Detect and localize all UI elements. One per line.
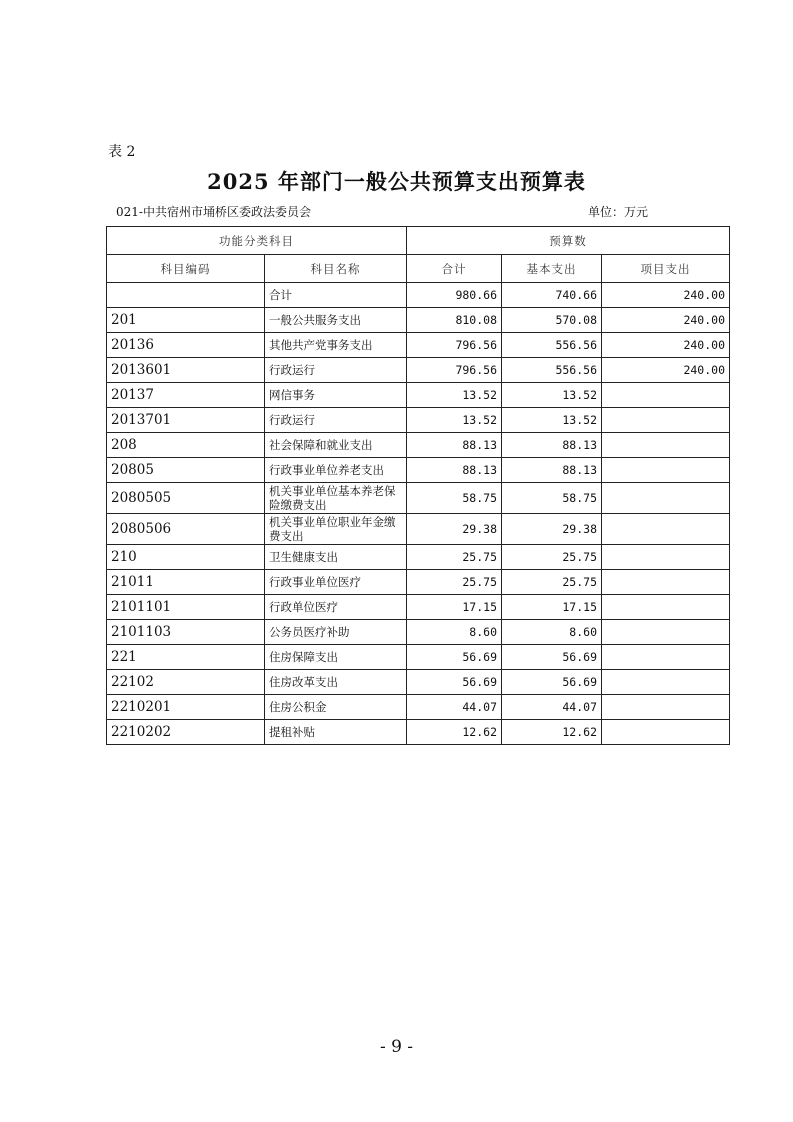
- basic-amount: 29.38: [502, 514, 602, 545]
- project-amount: [602, 720, 730, 745]
- table-row: [107, 283, 730, 308]
- subject-code: 2101103: [107, 620, 265, 645]
- table-row: [107, 645, 730, 670]
- basic-amount: 13.52: [502, 408, 602, 433]
- table-label: 表 2: [108, 144, 136, 160]
- total-amount: 17.15: [407, 595, 502, 620]
- subject-name: 行政单位医疗: [265, 595, 407, 620]
- project-amount: [602, 570, 730, 595]
- page-title: 2025 年部门一般公共预算支出预算表: [207, 169, 586, 194]
- table-row: [107, 308, 730, 333]
- basic-amount: 740.66: [502, 283, 602, 308]
- total-amount: 12.62: [407, 720, 502, 745]
- header-budget-amount: 预算数: [407, 227, 730, 255]
- basic-amount: 12.62: [502, 720, 602, 745]
- table-row: [107, 595, 730, 620]
- subject-name: 住房公积金: [265, 695, 407, 720]
- total-amount: 29.38: [407, 514, 502, 545]
- subject-code: 20805: [107, 458, 265, 483]
- total-amount: 56.69: [407, 645, 502, 670]
- project-amount: [602, 620, 730, 645]
- total-amount: 810.08: [407, 308, 502, 333]
- table-row: [107, 545, 730, 570]
- table-row: [107, 333, 730, 358]
- page-number: - 9 -: [379, 1037, 414, 1057]
- header-code: 科目编码: [107, 255, 265, 283]
- total-amount: 980.66: [407, 283, 502, 308]
- table-row: [107, 720, 730, 745]
- project-amount: [602, 545, 730, 570]
- basic-amount: 88.13: [502, 433, 602, 458]
- subject-name: 行政事业单位医疗: [265, 570, 407, 595]
- subject-name: 卫生健康支出: [265, 545, 407, 570]
- basic-amount: 58.75: [502, 483, 602, 514]
- table-row: [107, 458, 730, 483]
- table-row: [107, 383, 730, 408]
- project-amount: 240.00: [602, 308, 730, 333]
- subject-name: 一般公共服务支出: [265, 308, 407, 333]
- subject-code: 2080506: [107, 514, 265, 545]
- total-amount: 13.52: [407, 383, 502, 408]
- organization-name: 021-中共宿州市埇桥区委政法委员会: [116, 205, 311, 219]
- total-amount: 88.13: [407, 458, 502, 483]
- total-amount: 88.13: [407, 433, 502, 458]
- table-row: [107, 670, 730, 695]
- subject-name: 公务员医疗补助: [265, 620, 407, 645]
- subject-name: 行政运行: [265, 408, 407, 433]
- total-amount: 44.07: [407, 695, 502, 720]
- subject-name: 网信事务: [265, 383, 407, 408]
- project-amount: [602, 458, 730, 483]
- table-row: [107, 695, 730, 720]
- subject-code: 22102: [107, 670, 265, 695]
- basic-amount: 56.69: [502, 670, 602, 695]
- project-amount: [602, 695, 730, 720]
- header-project: 项目支出: [602, 255, 730, 283]
- total-amount: 796.56: [407, 333, 502, 358]
- subject-code: 2080505: [107, 483, 265, 514]
- basic-amount: 25.75: [502, 570, 602, 595]
- basic-amount: 25.75: [502, 545, 602, 570]
- header-function-classification: 功能分类科目: [107, 227, 407, 255]
- subject-code: 210: [107, 545, 265, 570]
- header-total: 合计: [407, 255, 502, 283]
- total-amount: 25.75: [407, 545, 502, 570]
- basic-amount: 556.56: [502, 358, 602, 383]
- subject-name: 住房保障支出: [265, 645, 407, 670]
- header-name: 科目名称: [265, 255, 407, 283]
- project-amount: [602, 383, 730, 408]
- project-amount: [602, 483, 730, 514]
- subject-code: 2101101: [107, 595, 265, 620]
- project-amount: [602, 433, 730, 458]
- basic-amount: 13.52: [502, 383, 602, 408]
- subject-code: 20137: [107, 383, 265, 408]
- total-amount: 58.75: [407, 483, 502, 514]
- subject-name: 行政运行: [265, 358, 407, 383]
- project-amount: [602, 645, 730, 670]
- subject-code: 2013601: [107, 358, 265, 383]
- subject-name: 行政事业单位养老支出: [265, 458, 407, 483]
- subject-name: 提租补贴: [265, 720, 407, 745]
- project-amount: [602, 514, 730, 545]
- basic-amount: 56.69: [502, 645, 602, 670]
- basic-amount: 44.07: [502, 695, 602, 720]
- subject-code: 2210201: [107, 695, 265, 720]
- subject-name: 机关事业单位基本养老保险缴费支出: [265, 483, 407, 514]
- basic-amount: 556.56: [502, 333, 602, 358]
- subject-name: 机关事业单位职业年金缴费支出: [265, 514, 407, 545]
- subject-code: [107, 283, 265, 308]
- unit-label: 单位：万元: [588, 205, 649, 219]
- subject-code: 2210202: [107, 720, 265, 745]
- table-row: [107, 433, 730, 458]
- table-row: [107, 358, 730, 383]
- project-amount: 240.00: [602, 358, 730, 383]
- subject-code: 201: [107, 308, 265, 333]
- budget-table: [106, 226, 730, 745]
- basic-amount: 570.08: [502, 308, 602, 333]
- table-row: [107, 514, 730, 545]
- subject-code: 208: [107, 433, 265, 458]
- project-amount: [602, 595, 730, 620]
- subject-name: 住房改革支出: [265, 670, 407, 695]
- subject-code: 2013701: [107, 408, 265, 433]
- subject-name: 合计: [265, 283, 407, 308]
- header-basic: 基本支出: [502, 255, 602, 283]
- subject-code: 221: [107, 645, 265, 670]
- project-amount: [602, 670, 730, 695]
- subject-name: 社会保障和就业支出: [265, 433, 407, 458]
- total-amount: 25.75: [407, 570, 502, 595]
- subject-code: 21011: [107, 570, 265, 595]
- subject-code: 20136: [107, 333, 265, 358]
- table-row: [107, 620, 730, 645]
- project-amount: 240.00: [602, 283, 730, 308]
- subject-name: 其他共产党事务支出: [265, 333, 407, 358]
- project-amount: [602, 408, 730, 433]
- total-amount: 796.56: [407, 358, 502, 383]
- total-amount: 13.52: [407, 408, 502, 433]
- total-amount: 56.69: [407, 670, 502, 695]
- table-row: [107, 570, 730, 595]
- table-row: [107, 408, 730, 433]
- basic-amount: 8.60: [502, 620, 602, 645]
- basic-amount: 88.13: [502, 458, 602, 483]
- total-amount: 8.60: [407, 620, 502, 645]
- basic-amount: 17.15: [502, 595, 602, 620]
- project-amount: 240.00: [602, 333, 730, 358]
- table-row: [107, 483, 730, 514]
